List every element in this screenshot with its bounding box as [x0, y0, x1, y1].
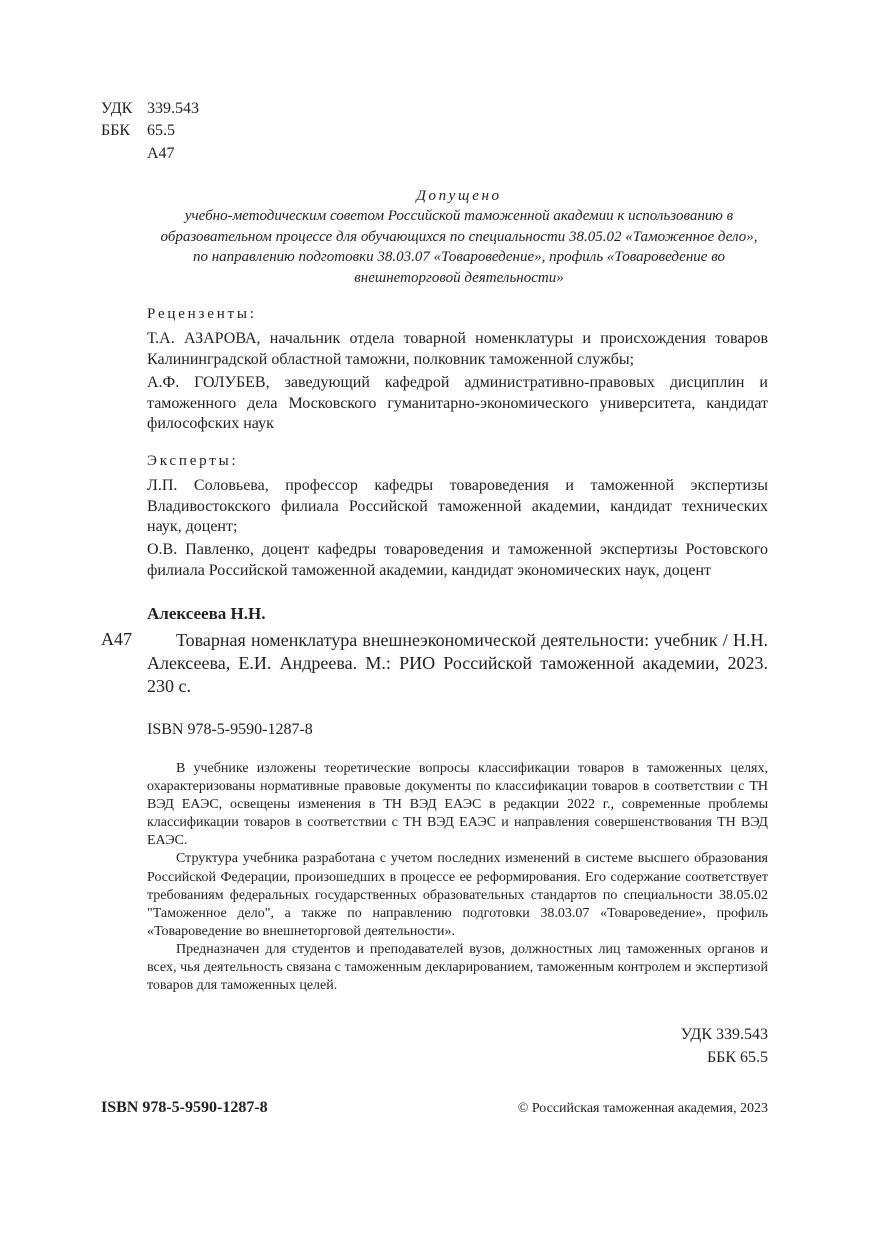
author-name: Алексеева Н.Н. [147, 604, 266, 623]
abstract [147, 760, 768, 995]
copyright: © Российская таможенная академия, 2023 [517, 1101, 768, 1116]
expert-item: О.В. Павленко, доцент кафедры товароведения и таможенной экспертизы Ростовского филиала Российской таможенной академии, кандидат экономических наук, доцент [147, 541, 768, 579]
bib-code: А47 [101, 629, 132, 649]
abstract-paragraph: Структура учебника разработана с учетом последних изменений в системе высшего образования Российской Федерации, произошедших в процессе ее реформирования. Его содержание соответствует требованиям федеральных государственных образовательных стандартов по специальности 38.05.02 "Таможенное дело", а также по направлению подготовки 38.03.07 «Товароведение», профиль «Товароведение во внешнеторговой деятельности». [147, 851, 768, 939]
reviewer-item: А.Ф. ГОЛУБЕВ, заведующий кафедрой административно-правовых дисциплин и таможенного дела Московского гуманитарно-экономического университета, кандидат философских наук [147, 374, 768, 433]
expert-item: Л.П. Соловьева, профессор кафедры товароведения и таможенной экспертизы Владивостокского филиала Российской таможенной академии, кандидат технических наук, доцент; [147, 477, 768, 536]
experts-heading: Эксперты: [147, 453, 239, 469]
footer-udk: УДК 339.543 [680, 1026, 768, 1043]
udk-label: УДК [101, 100, 133, 117]
reviewer-item: Т.А. АЗАРОВА, начальник отдела товарной номенклатуры и происхождения товаров Калининградской областной таможни, полковник таможенной службы; [147, 330, 768, 368]
udk-value: 339.543 [147, 100, 199, 117]
abstract-paragraph: В учебнике изложены теоретические вопросы классификации товаров в таможенных целях, охарактеризованы нормативные правовые документы по классификации товаров в соответствии с ТН ВЭД ЕАЭС, освещены изменения в ТН ВЭД ЕАЭС в редакции 2022 г., современные проблемы классификации товаров в соответствии с ТН ВЭД ЕАЭС и направления совершенствования ТН ВЭД ЕАЭС. [147, 761, 768, 849]
approval-block [101, 186, 817, 288]
bbk-value: 65.5 [147, 122, 175, 139]
reviewers-heading: Рецензенты: [147, 306, 257, 322]
bbk-label: ББК [101, 122, 131, 139]
author-sign: А47 [147, 145, 175, 162]
approval-text: учебно-методическим советом Российской таможенной академии к использованию в образовательном процессе для обучающихся по специальности 38.05.02 «Таможенное дело», по направлению подготовки 38.03.07 «Товароведение», профиль «Товароведение во внешнеторговой деятельности» [160, 208, 758, 286]
isbn: ISBN 978-5-9590-1287-8 [147, 721, 313, 738]
bib-description: Товарная номенклатура внешнеэкономической деятельности: учебник / Н.Н. Алексеева, Е.И. Андреева. М.: РИО Российской таможенной академии, 2023. 230 с. [147, 630, 768, 696]
approval-title: Допущено [416, 188, 502, 204]
footer-isbn: ISBN 978-5-9590-1287-8 [101, 1099, 268, 1116]
abstract-paragraph: Предназначен для студентов и преподавателей вузов, должностных лиц таможенных органов и всех, чья деятельность связана с таможенным декларированием, таможенным контролем и экспертизой товаров для таможенных целей. [147, 941, 768, 994]
footer-bbk: ББК 65.5 [706, 1049, 768, 1066]
